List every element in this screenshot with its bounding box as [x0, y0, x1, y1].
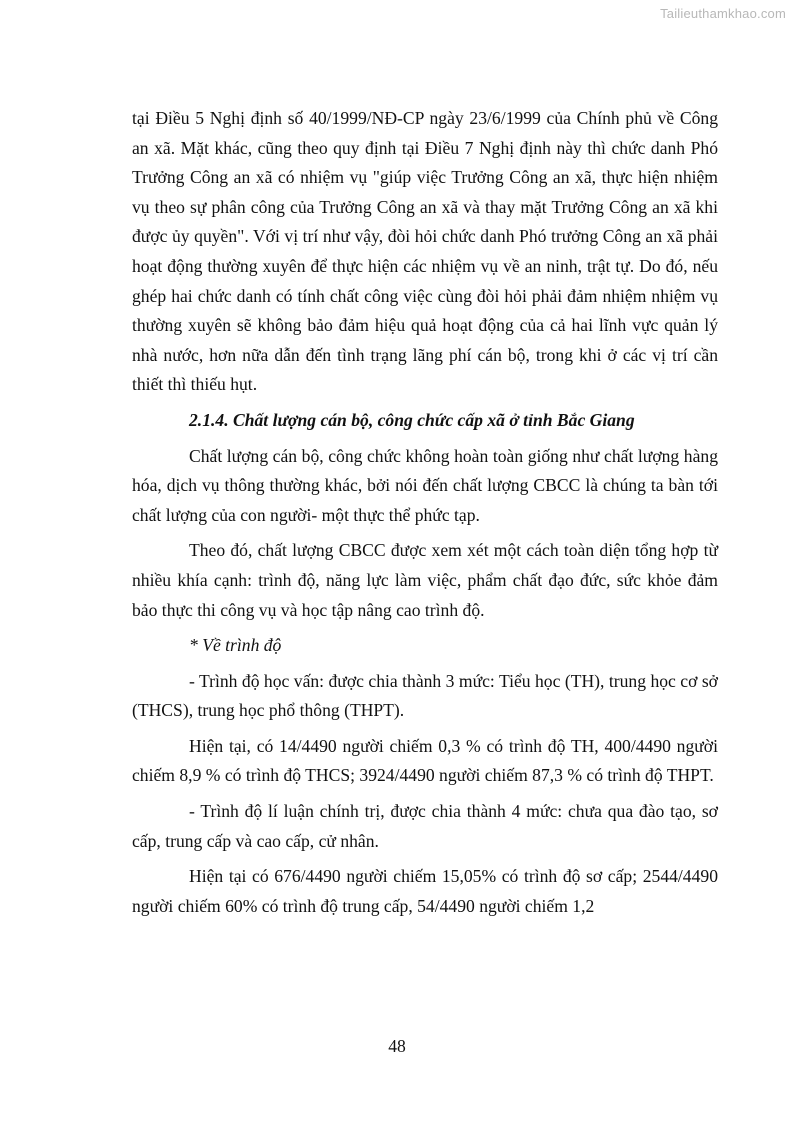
paragraph-political-stats: Hiện tại có 676/4490 người chiếm 15,05% có trình độ sơ cấp; 2544/4490 người chiếm 60% có trình độ trung cấp, 54/4490 người chiếm 1,2	[132, 866, 718, 916]
document-body	[132, 104, 718, 927]
paragraph-political-levels: - Trình độ lí luận chính trị, được chia thành 4 mức: chưa qua đào tạo, sơ cấp, trung cấp và cao cấp, cử nhân.	[132, 801, 718, 851]
section-heading: 2.1.4. Chất lượng cán bộ, công chức cấp xã ở tỉnh Bắc Giang	[189, 409, 635, 430]
subsection-label: * Về trình độ	[189, 635, 282, 656]
paragraph-education-stats: Hiện tại, có 14/4490 người chiếm 0,3 % có trình độ TH, 400/4490 người chiếm 8,9 % có trình độ THCS; 3924/4490 người chiếm 87,3 % có trình độ THPT.	[132, 735, 718, 786]
paragraph-quality-aspects: Theo đó, chất lượng CBCC được xem xét một cách toàn diện tổng hợp từ nhiều khía cạnh: trình độ, năng lực làm việc, phẩm chất đạo đức, sức khỏe đảm bảo thực thi công vụ và học tập nâng cao trình độ.	[132, 540, 718, 620]
paragraph-quality-definition: Chất lượng cán bộ, công chức không hoàn toàn giống như chất lượng hàng hóa, dịch vụ thông thường khác, bởi nói đến chất lượng CBCC là chúng ta bàn tới chất lượng của con người- một thực thể phức tạp.	[132, 445, 718, 525]
paragraph-continuation: tại Điều 5 Nghị định số 40/1999/NĐ-CP ngày 23/6/1999 của Chính phủ về Công an xã. Mặt khác, cũng theo quy định tại Điều 7 Nghị định này thì chức danh Phó Trưởng Công an xã có nhiệm vụ "giúp việc Trưởng Công an xã, thực hiện nhiệm vụ theo sự phân công của Trưởng Công an xã và thay mặt Trưởng Công an xã khi được ủy quyền". Với vị trí như vậy, đòi hỏi chức danh Phó trưởng Công an xã phải hoạt động thường xuyên để thực hiện các nhiệm vụ về an ninh, trật tự. Do đó, nếu ghép hai chức danh có tính chất công việc cùng đòi hỏi phải đảm nhiệm nhiệm vụ thường xuyên sẽ không bảo đảm hiệu quả hoạt động của cả hai lĩnh vực quản lý nhà nước, hơn nữa dẫn đến tình trạng lãng phí cán bộ, trong khi ở các vị trí cần thiết thì thiếu hụt.	[132, 108, 718, 395]
watermark-text: Tailieuthamkhao.com	[660, 6, 786, 21]
paragraph-education-levels: - Trình độ học vấn: được chia thành 3 mức: Tiểu học (TH), trung học cơ sở (THCS), trung học phổ thông (THPT).	[132, 670, 718, 721]
page-number: 48	[388, 1036, 406, 1056]
